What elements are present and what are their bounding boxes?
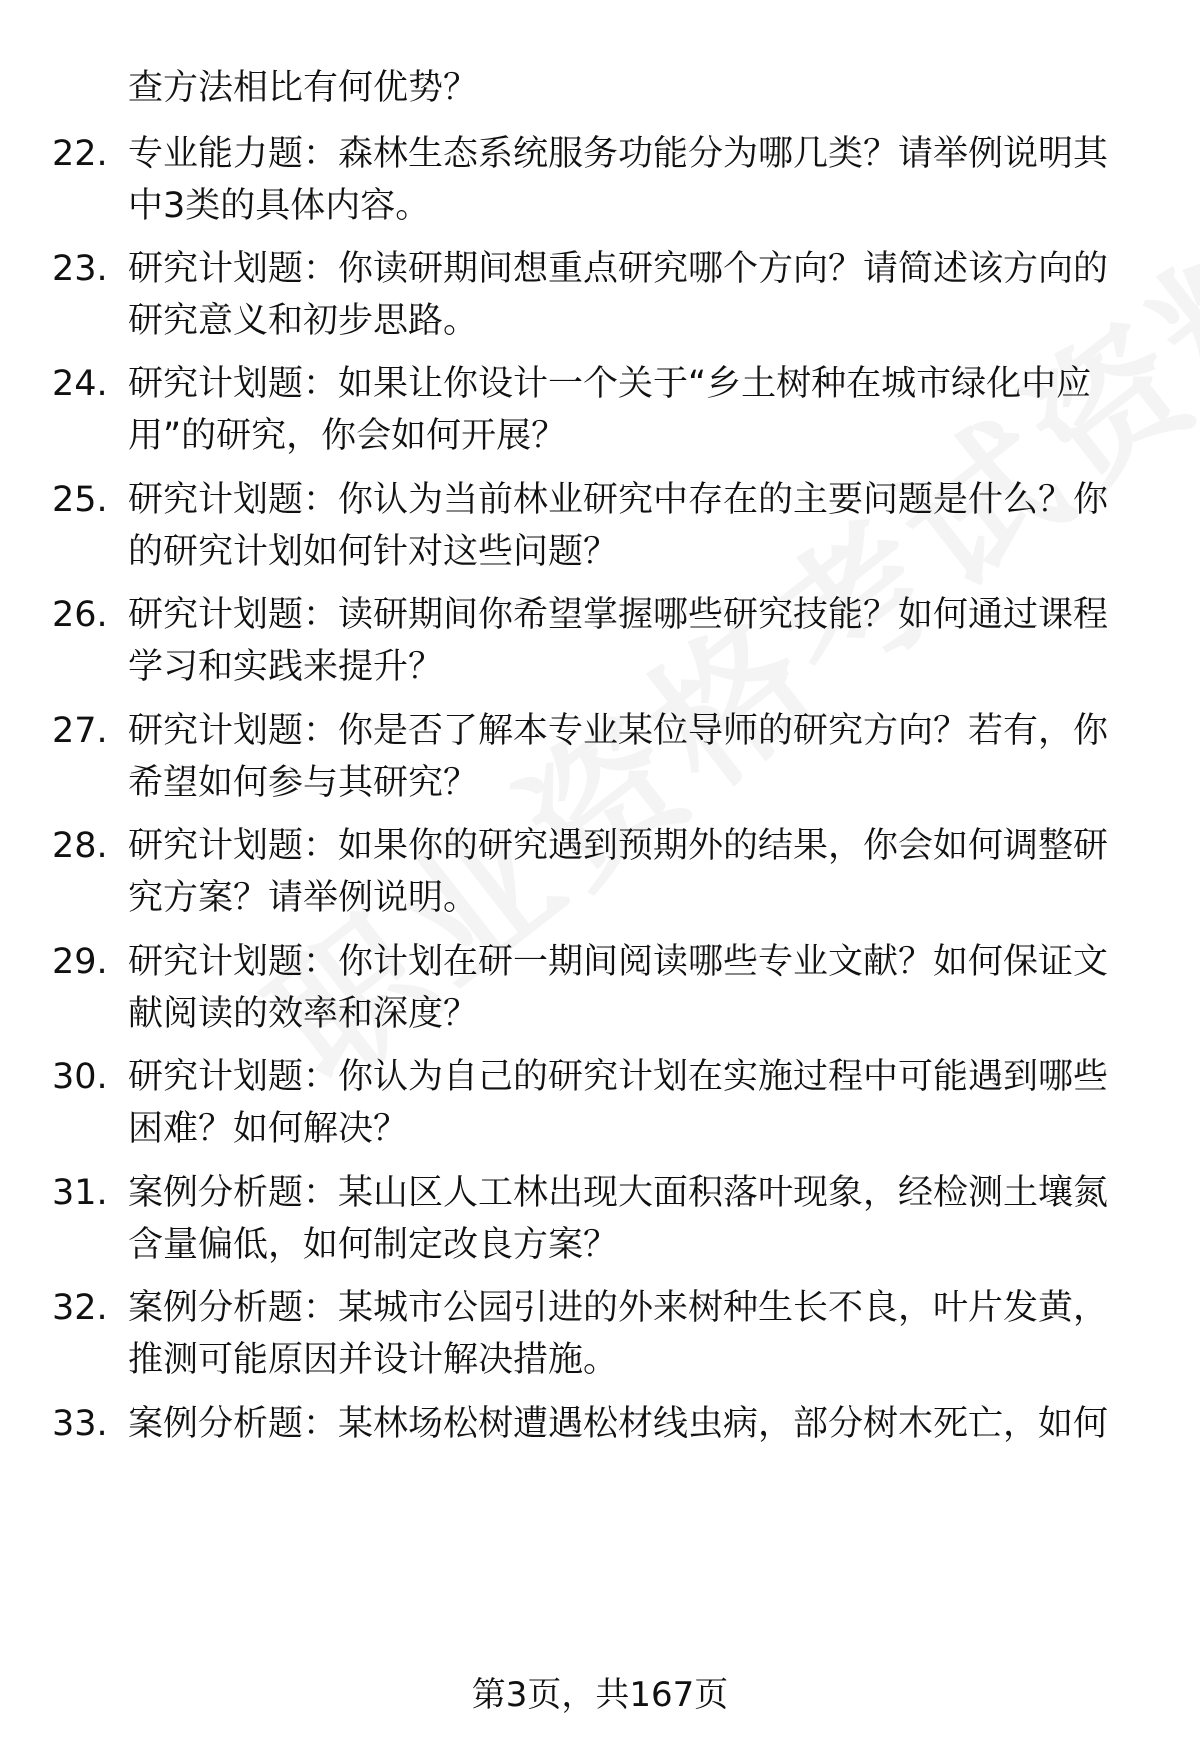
question-line: 推测可能原因并设计解决措施。	[128, 1340, 619, 1380]
question-text	[128, 1051, 1140, 1155]
question-line: 困难？如何解决？	[128, 1109, 409, 1149]
question-line: 研究计划题：你读研期间想重点研究哪个方向？请简述该方向的	[128, 249, 1109, 289]
question-text	[128, 474, 1140, 578]
page-number-footer: 第3页，共167页	[471, 1675, 729, 1715]
question-text	[128, 936, 1140, 1040]
question-text	[128, 589, 1140, 693]
question-number: 22.	[52, 134, 108, 174]
question-line: 案例分析题：某山区人工林出现大面积落叶现象，经检测土壤氮	[128, 1173, 1109, 1213]
question-number: 25.	[52, 480, 108, 520]
question-text	[128, 243, 1140, 347]
question-number: 23.	[52, 249, 108, 289]
question-line: 的研究计划如何针对这些问题？	[128, 532, 619, 572]
question-line: 究方案？请举例说明。	[128, 878, 479, 918]
question-line: 献阅读的效率和深度？	[128, 994, 479, 1034]
question-line: 用”的研究，你会如何开展？	[128, 416, 567, 456]
question-line: 研究计划题：你认为当前林业研究中存在的主要问题是什么？你	[128, 480, 1109, 520]
question-number: 29.	[52, 942, 108, 982]
question-text	[128, 820, 1140, 924]
question-number: 26.	[52, 595, 108, 635]
question-number: 33.	[52, 1404, 108, 1444]
question-line: 含量偏低，如何制定改良方案？	[128, 1225, 619, 1265]
question-number: 27.	[52, 711, 108, 751]
question-text	[128, 705, 1140, 809]
question-text	[128, 1398, 1140, 1450]
question-number: 30.	[52, 1057, 108, 1097]
question-line: 学习和实践来提升？	[128, 647, 444, 687]
question-text	[128, 128, 1140, 232]
question-line: 案例分析题：某林场松树遭遇松材线虫病，部分树木死亡，如何	[128, 1404, 1109, 1444]
question-text	[128, 358, 1140, 462]
question-line: 中3类的具体内容。	[128, 186, 431, 226]
question-line: 希望如何参与其研究？	[128, 763, 479, 803]
question-line: 案例分析题：某城市公园引进的外来树种生长不良，叶片发黄，	[128, 1288, 1109, 1328]
question-line: 研究计划题：你认为自己的研究计划在实施过程中可能遇到哪些	[128, 1057, 1109, 1097]
question-line: 研究计划题：你计划在研一期间阅读哪些专业文献？如何保证文	[128, 942, 1109, 982]
question-number: 32.	[52, 1288, 108, 1328]
question-text	[128, 1282, 1140, 1386]
question-line: 研究意义和初步思路。	[128, 301, 479, 341]
question-line: 研究计划题：读研期间你希望掌握哪些研究技能？如何通过课程	[128, 595, 1109, 635]
question-line: 研究计划题：你是否了解本专业某位导师的研究方向？若有，你	[128, 711, 1109, 751]
question-number: 28.	[52, 826, 108, 866]
question-number: 31.	[52, 1173, 108, 1213]
continued-question-text: 查方法相比有何优势？	[128, 68, 479, 108]
question-line: 研究计划题：如果让你设计一个关于“乡土树种在城市绿化中应	[128, 364, 1092, 404]
question-text	[128, 1167, 1140, 1271]
question-line: 研究计划题：如果你的研究遇到预期外的结果，你会如何调整研	[128, 826, 1109, 866]
question-line: 专业能力题：森林生态系统服务功能分为哪几类？请举例说明其	[128, 134, 1109, 174]
question-number: 24.	[52, 364, 108, 404]
